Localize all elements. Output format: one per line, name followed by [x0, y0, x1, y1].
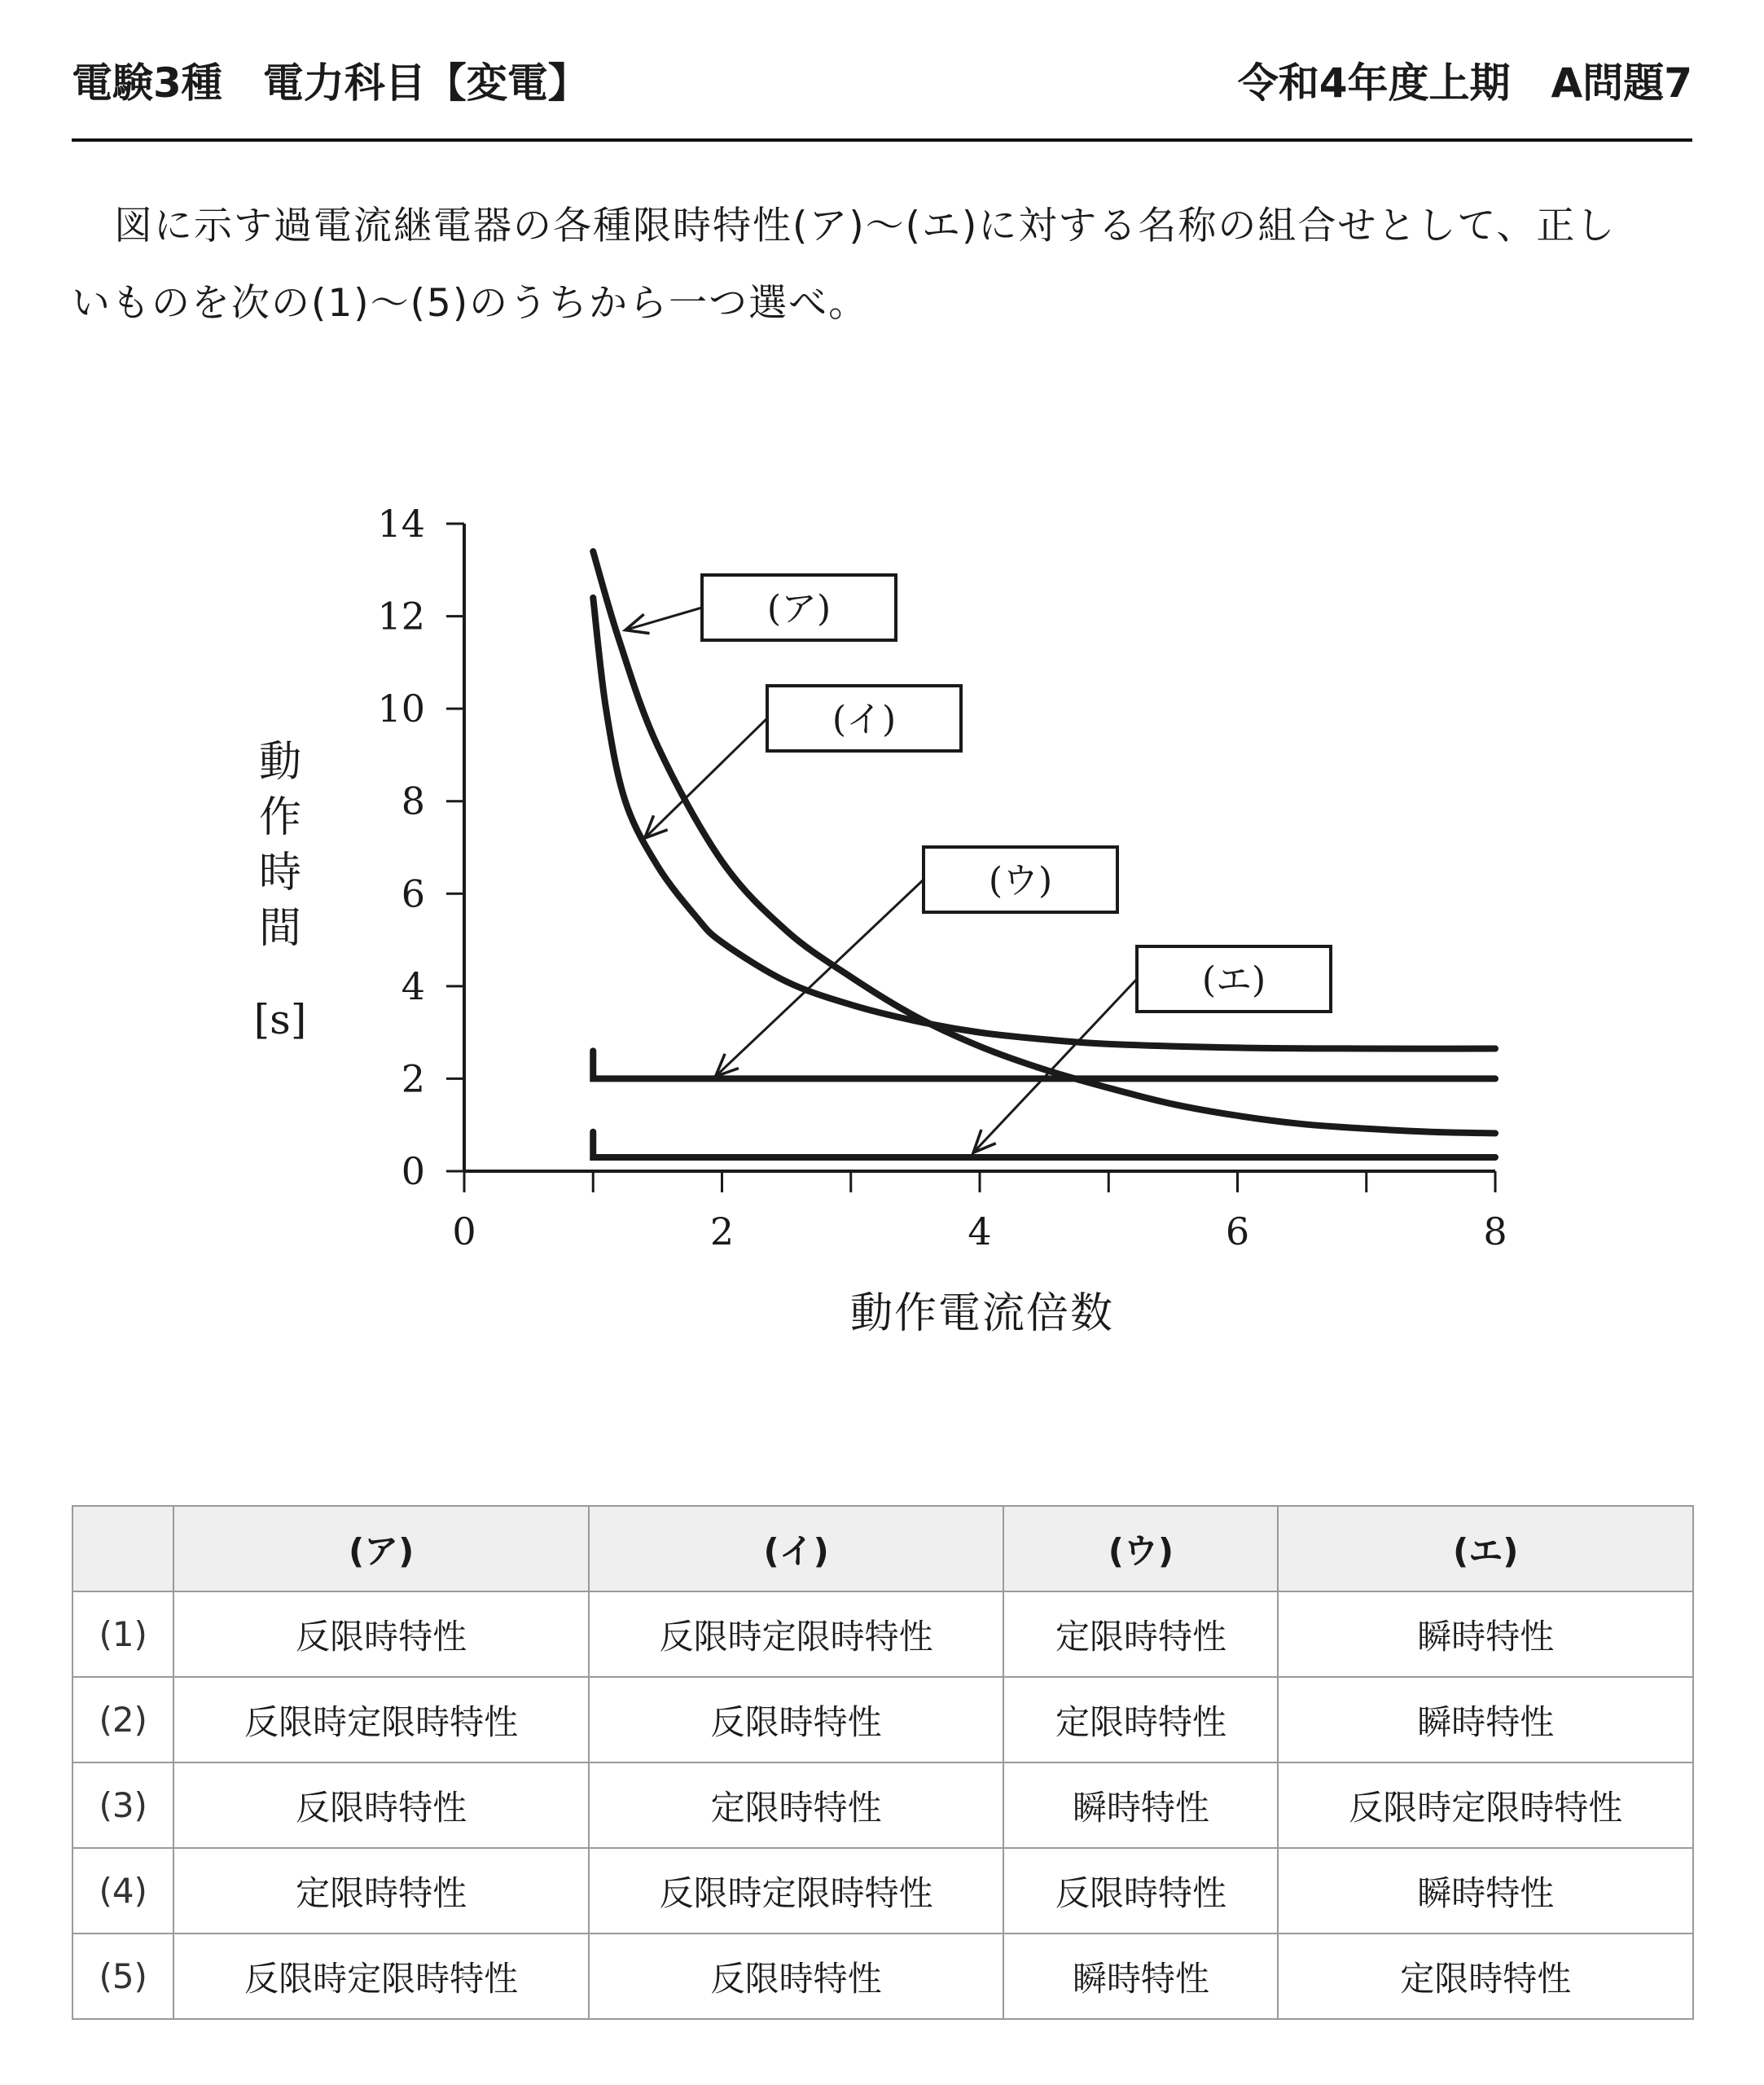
callout-e-leader	[973, 979, 1137, 1152]
y-tick-label: 0	[401, 1149, 425, 1193]
answer-choices-table	[72, 1505, 1694, 2020]
callout-u-leader	[716, 880, 924, 1077]
table-cell: 定限時特性	[1278, 1934, 1693, 2019]
y-axis-title: 動作時間	[258, 738, 302, 953]
table-cell: 定限時特性	[1003, 1677, 1278, 1762]
x-tick-label: 0	[452, 1209, 476, 1253]
table-cell: 反限時定限時特性	[1278, 1762, 1693, 1848]
characteristic-chart	[0, 456, 1764, 1385]
table-row	[72, 1677, 1693, 1762]
callout-i-leader	[645, 718, 767, 838]
table-header-cell: (ウ)	[1003, 1506, 1278, 1591]
header-exam-id: 令和4年度上期 A問題7	[1237, 59, 1692, 107]
table-row	[72, 1591, 1693, 1677]
choice-number: (4)	[72, 1848, 173, 1934]
callout-e-label: (エ)	[1201, 959, 1266, 1001]
callout-u-label: (ウ)	[988, 860, 1053, 902]
table-header-cell: (イ)	[589, 1506, 1004, 1591]
table-cell: 瞬時特性	[1278, 1591, 1693, 1677]
table-cell: 瞬時特性	[1278, 1677, 1693, 1762]
table-body	[72, 1591, 1693, 2019]
table-cell: 反限時定限時特性	[589, 1591, 1004, 1677]
header-divider	[72, 138, 1692, 142]
callout-a-label: (ア)	[766, 588, 832, 630]
table-cell: 反限時特性	[173, 1762, 589, 1848]
table-cell: 瞬時特性	[1003, 1934, 1278, 2019]
table-cell: 瞬時特性	[1003, 1762, 1278, 1848]
x-axis-title: 動作電流倍数	[849, 1289, 1115, 1338]
table-cell: 定限時特性	[173, 1848, 589, 1934]
table-header-corner	[72, 1506, 173, 1591]
x-tick-label: 8	[1483, 1209, 1507, 1253]
table-cell: 反限時特性	[589, 1934, 1004, 2019]
curve-i	[593, 598, 1495, 1049]
choice-number: (5)	[72, 1934, 173, 2019]
y-tick-label: 2	[401, 1056, 425, 1101]
chart-callouts	[625, 575, 1331, 1152]
table-cell: 反限時特性	[1003, 1848, 1278, 1934]
table-cell: 反限時特性	[173, 1591, 589, 1677]
callout-i-label: (イ)	[832, 699, 897, 740]
choice-number: (1)	[72, 1591, 173, 1677]
table-header-row	[72, 1506, 1693, 1591]
table-cell: 反限時定限時特性	[589, 1848, 1004, 1934]
table-header-cell: (ア)	[173, 1506, 589, 1591]
y-tick-label: 10	[377, 687, 425, 731]
y-tick-label: 12	[377, 594, 425, 639]
table-cell: 定限時特性	[1003, 1591, 1278, 1677]
table-header-cell: (エ)	[1278, 1506, 1693, 1591]
x-tick-label: 2	[709, 1209, 735, 1253]
x-tick-label: 4	[968, 1209, 992, 1253]
y-tick-label: 8	[401, 779, 425, 823]
table-cell: 反限時定限時特性	[173, 1677, 589, 1762]
table-cell: 瞬時特性	[1278, 1848, 1693, 1934]
question-text-line-1: 図に示す過電流継電器の各種限時特性(ア)～(エ)に対する名称の組合せとして、正し	[114, 204, 1617, 248]
choice-number: (2)	[72, 1677, 173, 1762]
choice-number: (3)	[72, 1762, 173, 1848]
table-row	[72, 1848, 1693, 1934]
table-cell: 定限時特性	[589, 1762, 1004, 1848]
table-cell: 反限時定限時特性	[173, 1934, 589, 2019]
y-tick-label: 6	[401, 871, 425, 916]
y-tick-label: 4	[401, 963, 425, 1008]
y-tick-label: 14	[377, 502, 425, 546]
x-tick-label: 6	[1225, 1209, 1250, 1253]
y-axis-unit: [s]	[253, 996, 307, 1043]
question-text-line-2: いものを次の(1)～(5)のうちから一つ選べ。	[72, 281, 869, 326]
table-row	[72, 1762, 1693, 1848]
header-subject: 電験3種 電力科目【変電】	[72, 59, 589, 107]
table-cell: 反限時特性	[589, 1677, 1004, 1762]
table-row	[72, 1934, 1693, 2019]
curve-e	[593, 1132, 1495, 1157]
